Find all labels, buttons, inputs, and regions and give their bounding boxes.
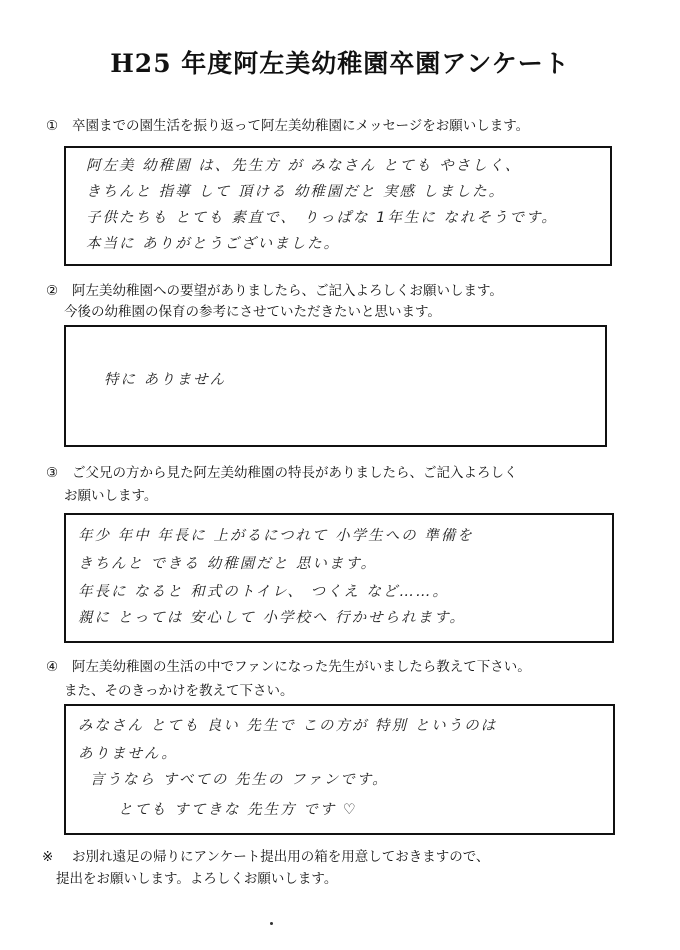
question-4-number: ④: [46, 659, 59, 675]
question-2-line-2: 今後の幼稚園の保育の参考にさせていただきたいと思います。: [64, 304, 441, 320]
question-1-number: ①: [46, 118, 59, 134]
survey-title: H25 年度阿左美幼稚園卒園アンケート: [110, 49, 570, 78]
question-3-number: ③: [46, 465, 59, 481]
question-2-text-line-1: 阿左美幼稚園への要望がありましたら、ご記入よろしくお願いします。: [72, 283, 503, 299]
question-4-text-line-1: 阿左美幼稚園の生活の中でファンになった先生がいましたら教えて下さい。: [72, 659, 531, 675]
answer-4-line-2: ありません。: [78, 746, 178, 762]
answer-4-line-4: [118, 798, 358, 819]
question-3-line-2: お願いします。: [64, 488, 158, 504]
question-2-number: ②: [46, 283, 59, 299]
question-4-line-2: また、そのきっかけを教えて下さい。: [64, 683, 294, 699]
note-line-1: お別れ遠足の帰りにアンケート提出用の箱を用意しておきますので、: [72, 849, 490, 865]
note-mark: ※: [42, 849, 54, 865]
question-1: [46, 116, 529, 136]
answer-4-line-4-text: とても すてきな 先生方 です: [118, 802, 337, 818]
answer-3-line-3: 年長に なると 和式のトイレ、 つくえ など……。: [78, 584, 450, 600]
answer-1-line-4: 本当に ありがとうございました。: [86, 236, 341, 252]
answer-3-line-1: 年少 年中 年長に 上がるにつれて 小学生への 準備を: [78, 528, 474, 544]
answer-3-line-4: 親に とっては 安心して 小学校へ 行かせられます。: [78, 610, 466, 626]
answer-4-line-3: 言うなら すべての 先生の ファンです。: [90, 772, 389, 788]
footer-note-line-2: 提出をお願いします。よろしくお願いします。: [56, 871, 338, 887]
answer-2-line-1: 特に ありません: [104, 372, 227, 388]
question-2: [46, 281, 503, 301]
question-3-text-line-1: ご父兄の方から見た阿左美幼稚園の特長がありましたら、ご記入よろしく: [72, 465, 518, 481]
question-1-text: 卒園までの園生活を振り返って阿左美幼稚園にメッセージをお願いします。: [72, 118, 530, 134]
footer-note: [42, 846, 489, 868]
answer-4-line-1: みなさん とても 良い 先生で この方が 特別 というのは: [78, 718, 498, 734]
question-3: [46, 463, 518, 483]
answer-1-line-1: 阿左美 幼稚園 は、先生方 が みなさん とても やさしく、: [86, 158, 522, 174]
answer-1-line-2: きちんと 指導 して 頂ける 幼稚園だと 実感 しました。: [86, 184, 506, 200]
answer-3-line-2: きちんと できる 幼稚園だと 思います。: [78, 556, 378, 572]
answer-1-line-3: 子供たちも とても 素直で、 りっぱな 1年生に なれそうです。: [86, 210, 558, 226]
heart-icon: ♡: [342, 802, 358, 818]
scan-speck: [270, 922, 273, 925]
question-4: [46, 657, 531, 677]
